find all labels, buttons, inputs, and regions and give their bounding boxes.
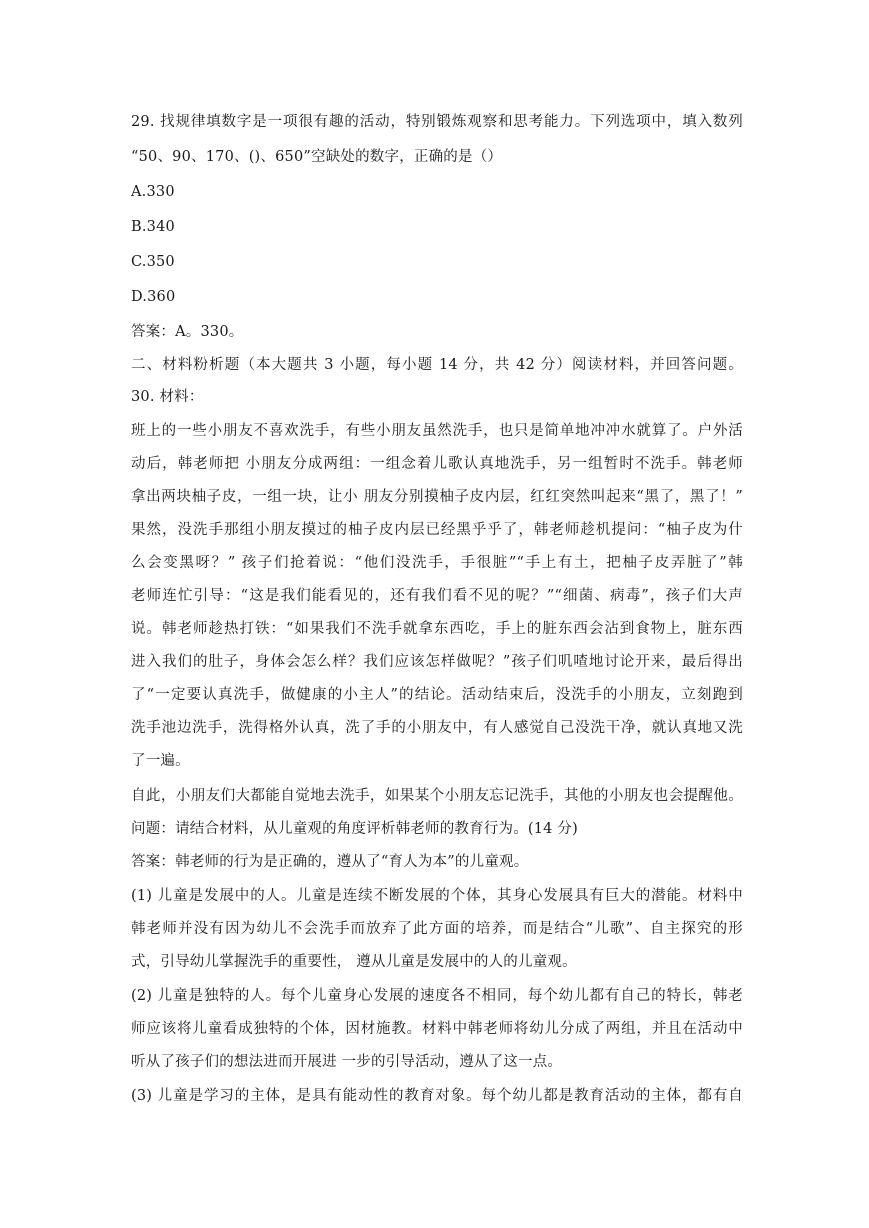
q29-line-1: 29. 找规律填数字是一项很有趣的活动，特别锻炼观察和思考能力。下列选项中，填入数列 xyxy=(131,114,743,130)
answer-point-2-line: 师应该将儿童看成独特的个体，因材施教。材料中韩老师将幼儿分成了两组，并且在活动中 xyxy=(131,1021,743,1037)
answer-point-1-line: (1) 儿童是发展中的人。儿童是连续不断发展的个体，其身心发展具有巨大的潜能。材料中 xyxy=(131,888,743,904)
q29-answer: 答案：A。330。 xyxy=(131,324,244,340)
material-line: 拿出两块柚子皮，一组一块，让小 朋友分别摸柚子皮内层，红红突然叫起来“黑了，黑了！” xyxy=(131,489,743,505)
material-line: 班上的一些小朋友不喜欢洗手，有些小朋友虽然洗手，也只是简单地冲冲水就算了。户外活 xyxy=(131,423,743,439)
q29-option-c: C.350 xyxy=(131,254,175,270)
answer-point-3-line: (3) 儿童是学习的主体，是具有能动性的教育对象。每个幼儿都是教育活动的主体，都有自 xyxy=(131,1088,743,1104)
material-line: 了一遍。 xyxy=(131,753,190,769)
q30-answer-intro: 答案：韩老师的行为是正确的，遵从了“育人为本”的儿童观。 xyxy=(131,854,529,870)
answer-point-2-line: 听从了孩子们的想法进而开展进 一步的引导活动，遵从了这一点。 xyxy=(131,1054,563,1070)
material-line: 了“一定要认真洗手，做健康的小主人”的结论。活动结束后，没洗手的小朋友，立刻跑到 xyxy=(131,687,743,703)
material-line: 动后，韩老师把 小朋友分成两组：一组念着儿歌认真地洗手，另一组暂时不洗手。韩老师 xyxy=(131,456,743,472)
material-line: 进入我们的肚子，身体会怎么样？我们应该怎样做呢？”孩子们叽喳地讨论开来，最后得出 xyxy=(131,654,743,670)
answer-point-1-line: 韩老师并没有因为幼儿不会洗手而放弃了此方面的培养，而是结合“儿歌”、自主探究的形 xyxy=(131,921,743,937)
material-line: 洗手池边洗手，洗得格外认真，洗了手的小朋友中，有人感觉自己没洗干净，就认真地又洗 xyxy=(131,720,743,736)
q29-option-a: A.330 xyxy=(131,184,175,200)
q30-question: 问题：请结合材料，从儿童观的角度评析韩老师的教育行为。(14 分) xyxy=(131,821,578,837)
material-line: 老师连忙引导：“这是我们能看见的，还有我们看不见的呢？”“细菌、病毒”，孩子们大声 xyxy=(131,588,743,604)
material-line: 果然，没洗手那组小朋友摸过的柚子皮内层已经黑乎乎了，韩老师趁机提问：“柚子皮为什 xyxy=(131,522,743,538)
material-line: 说。韩老师趁热打铁：“如果我们不洗手就拿东西吃，手上的脏东西会沾到食物上，脏东西 xyxy=(131,621,743,637)
q29-option-d: D.360 xyxy=(131,289,176,305)
section-heading: 二、材料粉析题（本大题共 3 小题，每小题 14 分，共 42 分）阅读材料，并回答问题。 xyxy=(131,357,743,373)
q29-option-b: B.340 xyxy=(131,219,175,235)
q30-label: 30. 材料： xyxy=(131,389,204,405)
answer-point-1-line: 式，引导幼儿掌握洗手的重要性， 遵从儿童是发展中的人的儿童观。 xyxy=(131,954,577,970)
answer-point-2-line: (2) 儿童是独特的人。每个儿童身心发展的速度各不相同，每个幼儿都有自己的特长，韩老 xyxy=(131,988,743,1004)
material-conclusion: 自此，小朋友们大都能自觉地去洗手，如果某个小朋友忘记洗手，其他的小朋友也会提醒他。 xyxy=(131,788,743,804)
material-line: 么会变黑呀？” 孩子们抢着说：“他们没洗手，手很脏”“手上有土，把柚子皮弄脏了”韩 xyxy=(131,555,743,571)
q29-line-2: “50、90、170、()、650”空缺处的数字，正确的是（） xyxy=(131,149,503,165)
